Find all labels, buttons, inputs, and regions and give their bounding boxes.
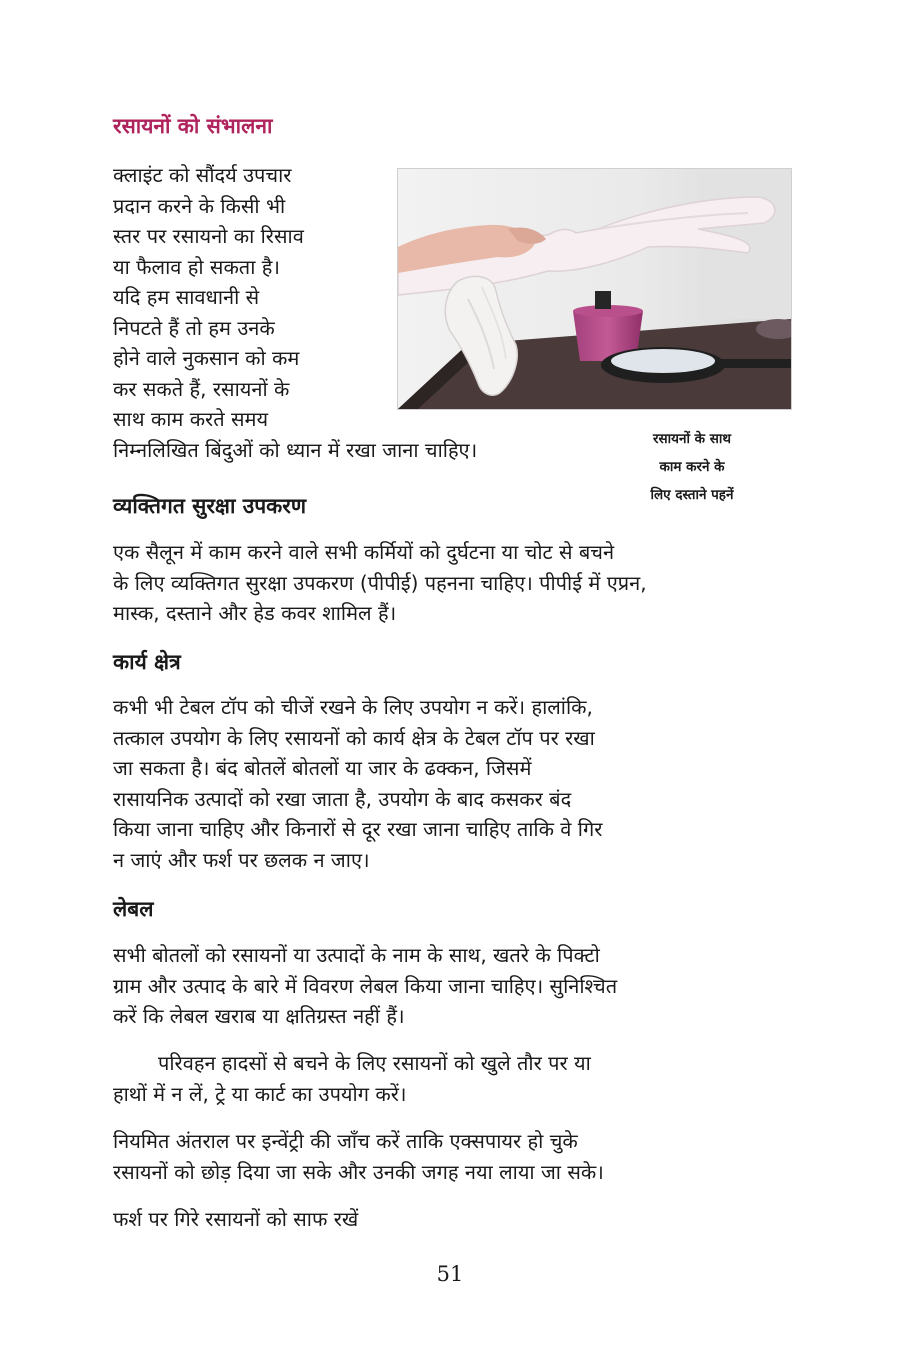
- page-number: 51: [436, 1262, 464, 1286]
- intro-line: या फैलाव हो सकता है।: [113, 254, 280, 279]
- intro-last-line: निम्नलिखित बिंदुओं को ध्यान में रखा जाना चाहिए।: [113, 438, 478, 462]
- gloves-photo: [397, 168, 792, 410]
- transport-line: परिवहन हादसों से बचने के लिए रसायनों को खुले तौर पर या: [158, 1051, 591, 1075]
- intro-paragraph: [113, 160, 375, 435]
- intro-line: कर सकते हैं, रसायनों के: [113, 376, 290, 401]
- intro-line: निपटते हैं तो हम उनके: [113, 315, 275, 340]
- inventory-line: रसायनों को छोड़ दिया जा सके और उनकी जगह नया लाया जा सके।: [113, 1159, 604, 1184]
- label-line: सभी बोतलों को रसायनों या उत्पादों के नाम के साथ, खतरे के पिक्टो: [113, 943, 600, 967]
- inventory-line: नियमित अंतराल पर इन्वेंट्री की जाँच करें ताकि एक्सपायर हो चुके: [113, 1129, 578, 1153]
- caption-line: लिए दस्ताने पहनें: [650, 487, 734, 503]
- section-title-label: लेबल: [113, 897, 154, 921]
- intro-line: स्तर पर रसायनो का रिसाव: [113, 224, 304, 248]
- intro-line: प्रदान करने के किसी भी: [113, 193, 286, 218]
- label-paragraph: [113, 940, 789, 1032]
- caption-line: काम करने के: [659, 459, 725, 475]
- intro-line: यदि हम सावधानी से: [113, 285, 260, 309]
- gloves-illustration: [398, 169, 791, 409]
- label-line: ग्राम और उत्पाद के बारे में विवरण लेबल किया जाना चाहिए। सुनिश्चित: [113, 973, 618, 998]
- work-area-paragraph: [113, 692, 789, 875]
- spill-paragraph: फर्श पर गिरे रसायनों को साफ रखें: [113, 1207, 359, 1231]
- transport-paragraph: [113, 1048, 789, 1109]
- ppe-line: के लिए व्यक्तिगत सुरक्षा उपकरण (पीपीई) पहनना चाहिए। पीपीई में एप्रन,: [113, 570, 647, 595]
- work-area-line: न जाएं और फर्श पर छलक न जाए।: [113, 847, 370, 872]
- work-area-line: किया जाना चाहिए और किनारों से दूर रखा जाना चाहिए ताकि वे गिर: [113, 817, 603, 841]
- work-area-line: कभी भी टेबल टॉप को चीजें रखने के लिए उपयोग न करें। हालांकि,: [113, 695, 593, 719]
- ppe-line: एक सैलून में काम करने वाले सभी कर्मियों को दुर्घटना या चोट से बचने: [113, 540, 615, 564]
- transport-line: हाथों में न लें, ट्रे या कार्ट का उपयोग करें।: [113, 1081, 407, 1106]
- caption-line: रसायनों के साथ: [653, 431, 731, 447]
- intro-line: साथ काम करते समय: [113, 407, 269, 431]
- work-area-line: जा सकता है। बंद बोतलें बोतलों या जार के ढक्कन, जिसमें: [113, 756, 532, 780]
- ppe-paragraph: [113, 537, 789, 629]
- work-area-line: तत्काल उपयोग के लिए रसायनों को कार्य क्षेत्र के टेबल टॉप पर रखा: [113, 725, 595, 750]
- work-area-line: रासायनिक उत्पादों को रखा जाता है, उपयोग के बाद कसकर बंद: [113, 786, 572, 811]
- label-line: करें कि लेबल खराब या क्षतिग्रस्त नहीं हैं।: [113, 1004, 405, 1028]
- intro-line: क्लाइंट को सौंदर्य उपचार: [113, 163, 292, 187]
- intro-line: होने वाले नुकसान को कम: [113, 346, 300, 370]
- section-title-work-area: कार्य क्षेत्र: [113, 650, 181, 674]
- ppe-line: मास्क, दस्ताने और हेड कवर शामिल हैं।: [113, 601, 397, 625]
- photo-caption: [618, 425, 766, 509]
- inventory-paragraph: [113, 1126, 789, 1187]
- section-title-ppe: व्यक्तिगत सुरक्षा उपकरण: [113, 494, 307, 518]
- section-title-chemical-handling: रसायनों को संभालना: [113, 114, 273, 138]
